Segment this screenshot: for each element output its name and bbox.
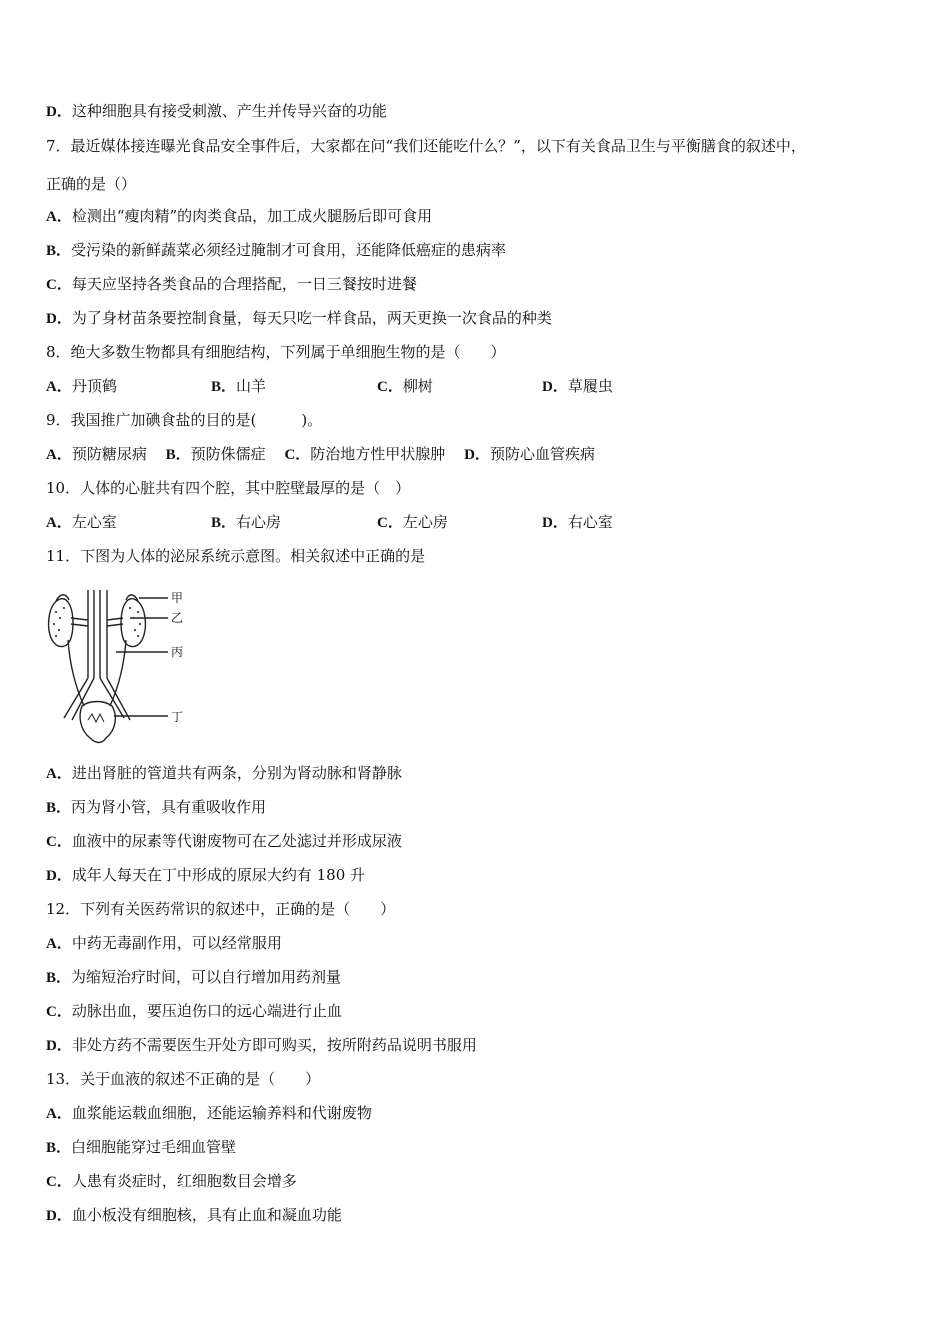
option-label: D． [46, 1208, 72, 1224]
option-label: D． [46, 311, 72, 327]
q12-option-c [46, 1001, 342, 1022]
q11-option-d [46, 865, 365, 886]
option-text: 非处方药不需要医生开处方即可购买，按所附药品说明书服用 [71, 1036, 477, 1054]
option-text: 丙为肾小管，具有重吸收作用 [71, 798, 267, 816]
option-label: A． [46, 515, 72, 531]
option-label: C． [377, 379, 403, 395]
q12-option-b [46, 967, 341, 988]
right-ureter [110, 640, 126, 706]
option-label: A． [46, 936, 72, 952]
urinary-system-figure [44, 588, 194, 746]
q13-stem: 13．关于血液的叙述不正确的是（ ） [46, 1070, 321, 1088]
q11-option-a [46, 763, 402, 784]
option-text: 进出肾脏的管道共有两条，分别为肾动脉和肾静脉 [71, 764, 402, 782]
option-label: A． [46, 209, 72, 225]
option-label: A． [46, 447, 72, 463]
option-label: B． [211, 379, 237, 395]
option-text: 左心室 [71, 513, 117, 531]
option-label: C． [284, 447, 311, 463]
q9-option-c [284, 445, 445, 463]
q7-stem-line2: 正确的是（） [46, 175, 137, 193]
figure-label-ding: 丁 [171, 710, 184, 724]
option-text: 丹顶鹤 [71, 377, 117, 395]
option-label: A． [46, 379, 72, 395]
option-text: 中药无毒副作用，可以经常服用 [71, 934, 282, 952]
option-text: 左心房 [402, 513, 448, 531]
option-text: 为缩短治疗时间，可以自行增加用药剂量 [71, 968, 342, 986]
q11-option-c [46, 831, 402, 852]
option-text: 山羊 [236, 377, 267, 395]
aorta [88, 590, 94, 678]
option-text: 检测出“瘦肉精”的肉类食品，加工成火腿肠后即可食用 [71, 207, 433, 225]
option-text: 为了身材苗条要控制食量，每天只吃一样食品，两天更换一次食品的种类 [71, 309, 552, 327]
option-label: C． [46, 1174, 72, 1190]
option-text: 预防心血管疾病 [489, 445, 595, 463]
option-text: 右心室 [567, 513, 613, 531]
option-text: 草履虫 [567, 377, 613, 395]
option-label: C． [46, 277, 72, 293]
option-label: A． [46, 1106, 72, 1122]
q8-option-b [211, 376, 266, 397]
q9-option-b [166, 445, 266, 463]
option-label: B． [46, 1140, 72, 1156]
q8-stem: 8．绝大多数生物都具有细胞结构，下列属于单细胞生物的是（ ） [46, 343, 506, 361]
q13-option-c [46, 1171, 297, 1192]
option-text: 成年人每天在丁中形成的原尿大约有 180 升 [71, 866, 366, 884]
option-label: B． [165, 447, 191, 463]
q7-option-a [46, 206, 432, 227]
option-label: D． [542, 379, 568, 395]
q8-options [46, 376, 666, 396]
q7-option-c [46, 274, 417, 295]
q13-option-a [46, 1103, 372, 1124]
q12-option-d [46, 1035, 477, 1056]
figure-label-bing: 丙 [171, 645, 184, 659]
option-label: B． [46, 800, 72, 816]
option-text: 血液中的尿素等代谢废物可在乙处滤过并形成尿液 [71, 832, 402, 850]
option-text: 预防侏儒症 [190, 445, 266, 463]
option-label: D． [46, 1038, 72, 1054]
right-kidney [121, 599, 145, 647]
option-label: D． [46, 104, 72, 120]
vena-cava [100, 590, 107, 678]
q9-options [46, 444, 595, 465]
q10-option-b [211, 512, 281, 533]
option-text: 预防糖尿病 [71, 445, 147, 463]
option-text: 受污染的新鲜蔬菜必须经过腌制才可食用，还能降低癌症的患病率 [71, 241, 507, 259]
q13-option-b [46, 1137, 236, 1158]
option-label: B． [46, 970, 72, 986]
option-d-prev [46, 101, 387, 122]
q8-option-c [377, 376, 433, 397]
option-text: 柳树 [402, 377, 433, 395]
q9-option-a [46, 445, 147, 463]
q8-option-d [542, 376, 613, 397]
option-label: D． [464, 447, 490, 463]
left-ureter [68, 640, 84, 706]
q10-option-c [377, 512, 448, 533]
q9-option-d [464, 445, 595, 463]
q13-option-d [46, 1205, 342, 1226]
q12-stem: 12．下列有关医药常识的叙述中，正确的是（ ） [46, 900, 396, 918]
option-label: C． [46, 834, 72, 850]
option-text: 防治地方性甲状腺肿 [310, 445, 446, 463]
option-label: D． [542, 515, 568, 531]
bladder [80, 702, 115, 743]
q11-option-b [46, 797, 266, 818]
left-kidney [49, 599, 73, 647]
option-text: 每天应坚持各类食品的合理搭配，一日三餐按时进餐 [71, 275, 417, 293]
figure-label-yi: 乙 [171, 611, 184, 625]
option-text: 动脉出血，要压迫伤口的远心端进行止血 [71, 1002, 342, 1020]
option-label: C． [377, 515, 403, 531]
q7-option-b [46, 240, 506, 261]
option-label: B． [211, 515, 237, 531]
q7-option-d [46, 308, 552, 329]
option-text: 白细胞能穿过毛细血管壁 [71, 1138, 237, 1156]
q11-stem: 11．下图为人体的泌尿系统示意图。相关叙述中正确的是 [46, 547, 426, 565]
option-label: C． [46, 1004, 72, 1020]
option-text: 这种细胞具有接受刺激、产生并传导兴奋的功能 [71, 102, 387, 120]
q12-option-a [46, 933, 282, 954]
option-label: B． [46, 243, 72, 259]
option-label: D． [46, 868, 72, 884]
option-label: A． [46, 766, 72, 782]
option-text: 人患有炎症时，红细胞数目会增多 [71, 1172, 297, 1190]
q10-option-a [46, 512, 117, 533]
q7-stem-line1: 7．最近媒体接连曝光食品安全事件后，大家都在问“我们还能吃什么？”，以下有关食品卫生与平衡膳食的叙述中， [46, 137, 806, 155]
q10-stem: 10．人体的心脏共有四个腔，其中腔壁最厚的是（ ） [46, 479, 411, 497]
q8-option-a [46, 376, 117, 397]
figure-label-jia: 甲 [171, 591, 184, 605]
option-text: 血浆能运载血细胞，还能运输养料和代谢废物 [71, 1104, 372, 1122]
q10-options [46, 512, 666, 532]
q10-option-d [542, 512, 613, 533]
q9-stem: 9．我国推广加碘食盐的目的是( )。 [46, 411, 323, 429]
option-text: 右心房 [236, 513, 282, 531]
option-text: 血小板没有细胞核，具有止血和凝血功能 [71, 1206, 342, 1224]
